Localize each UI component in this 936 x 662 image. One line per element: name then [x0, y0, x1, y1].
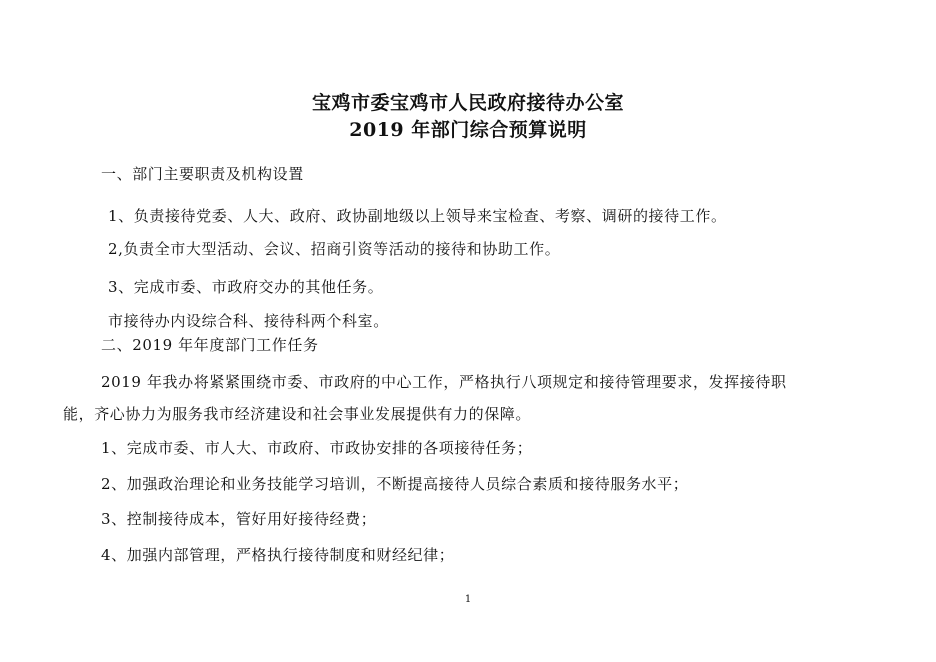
section1-item-1: 1、负责接待党委、人大、政府、政协副地级以上领导来宝检查、考察、调研的接待工作。: [108, 207, 727, 225]
section1-org-structure: 市接待办内设综合科、接待科两个科室。: [108, 312, 389, 330]
document-subtitle: 2019 年部门综合预算说明: [349, 119, 587, 141]
section1-item-2: 2,负责全市大型活动、会议、招商引资等活动的接待和协助工作。: [108, 240, 561, 258]
section2-paragraph-line-2: 能，齐心协力为服务我市经济建设和社会事业发展提供有力的保障。: [63, 405, 532, 423]
section2-heading: 二、2019 年年度部门工作任务: [101, 336, 319, 354]
section2-item-1: 1、完成市委、市人大、市政府、市政协安排的各项接待任务；: [101, 439, 533, 457]
section2-item-3: 3、控制接待成本，管好用好接待经费；: [101, 510, 377, 528]
page-number: 1: [464, 594, 472, 605]
section2-item-4: 4、加强内部管理，严格执行接待制度和财经纪律；: [101, 546, 455, 564]
section1-heading: 一、部门主要职责及机构设置: [101, 165, 304, 183]
section2-item-2: 2、加强政治理论和业务技能学习培训，不断提高接待人员综合素质和接待服务水平；: [101, 475, 689, 493]
document-title: 宝鸡市委宝鸡市人民政府接待办公室: [311, 92, 624, 114]
section1-item-3: 3、完成市委、市政府交办的其他任务。: [108, 278, 384, 296]
section2-paragraph-line-1: 2019 年我办将紧紧围绕市委、市政府的中心工作，严格执行八项规定和接待管理要求，发挥接待职: [101, 373, 787, 391]
